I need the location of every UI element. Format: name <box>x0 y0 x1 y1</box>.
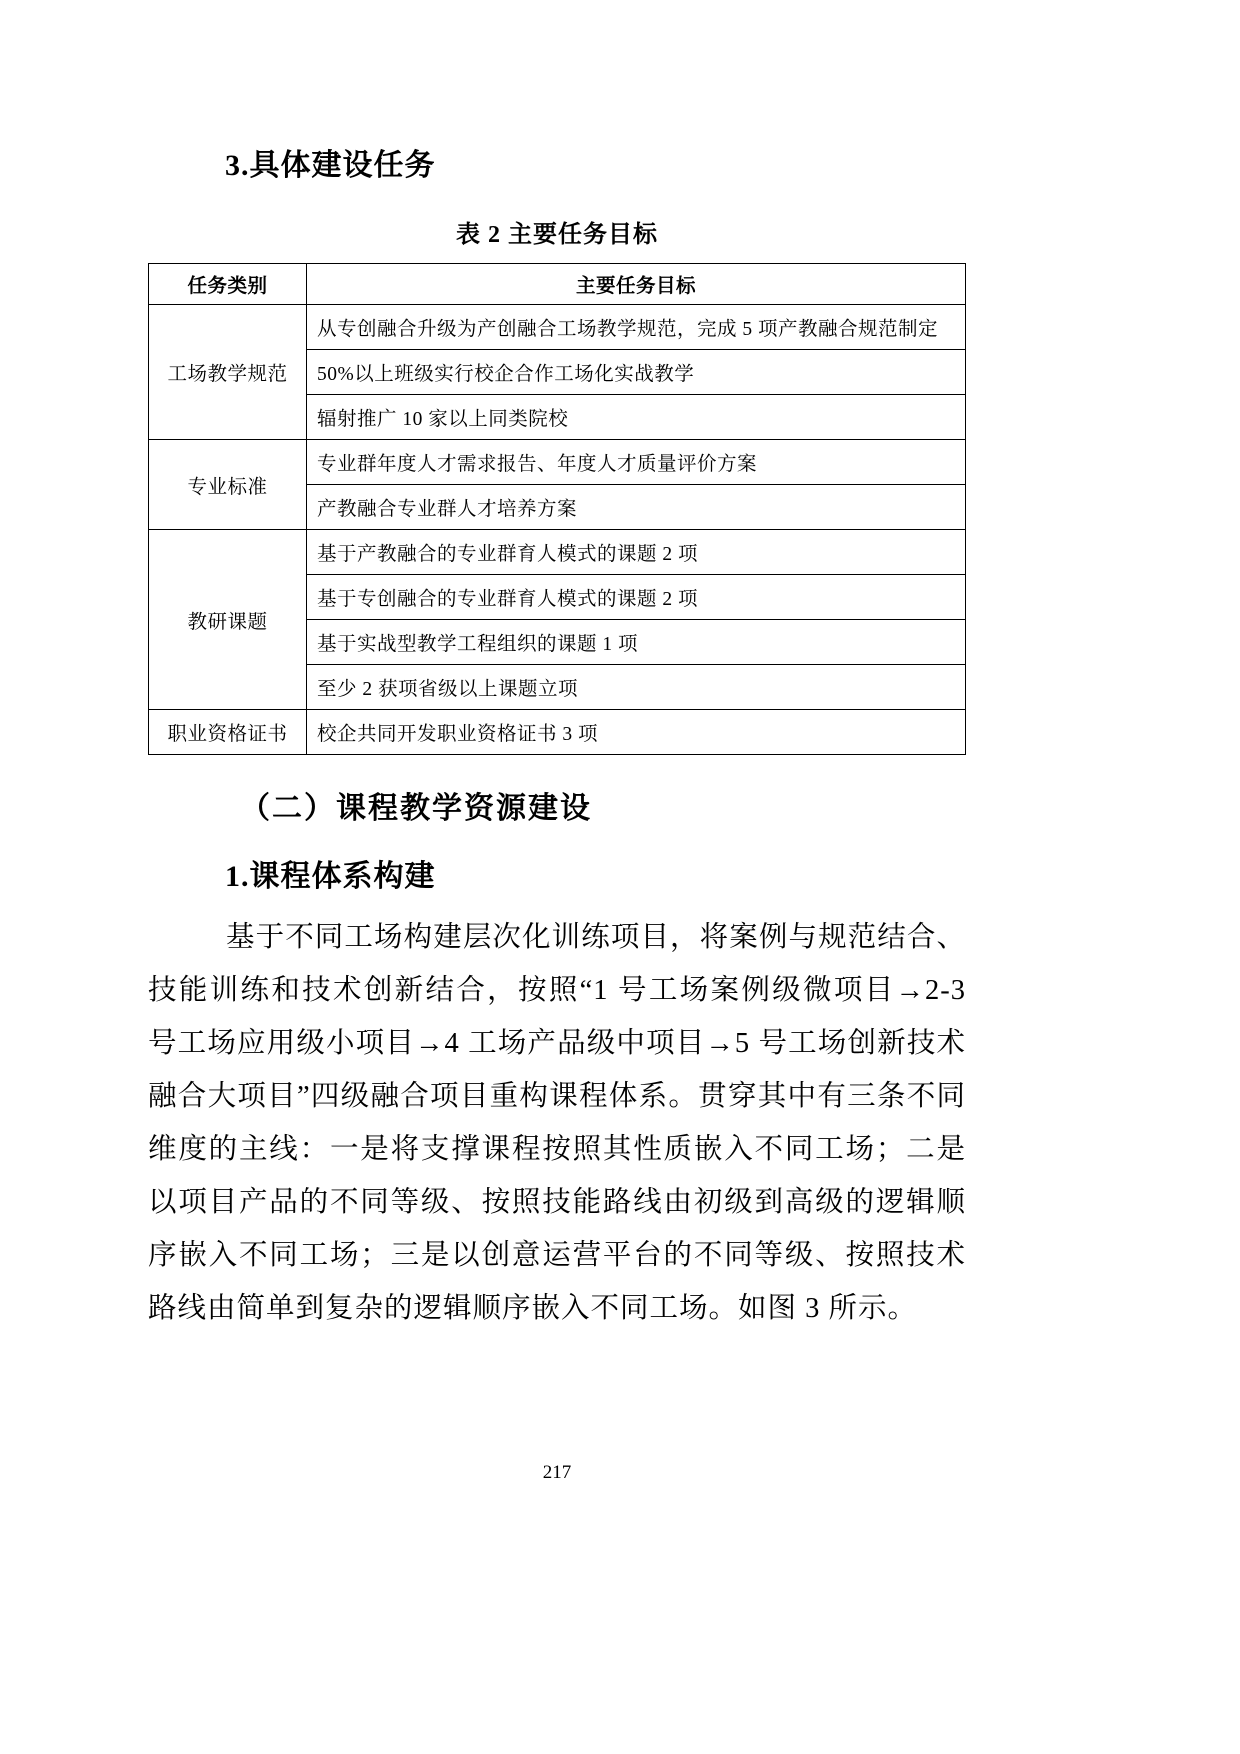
goal-cell: 专业群年度人才需求报告、年度人才质量评价方案 <box>307 440 966 485</box>
goal-cell: 产教融合专业群人才培养方案 <box>307 485 966 530</box>
goal-cell: 基于专创融合的专业群育人模式的课题 2 项 <box>307 575 966 620</box>
body-paragraph: 基于不同工场构建层次化训练项目，将案例与规范结合、技能训练和技术创新结合，按照“1 号工场案例级微项目→2-3 号工场应用级小项目→4 工场产品级中项目→5 号工场创新技术融合大项目”四级融合项目重构课程体系。贯穿其中有三条不同维度的主线：一是将支撑课程按照其性质嵌入不同工场；二是以项目产品的不同等级、按照技能路线由初级到高级的逻辑顺序嵌入不同工场；三是以创意运营平台的不同等级、按照技术路线由简单到复杂的逻辑顺序嵌入不同工场。如图 3 所示。 <box>148 922 966 1324</box>
table-header-goal: 主要任务目标 <box>307 264 966 305</box>
table-row <box>149 440 966 485</box>
goal-cell: 校企共同开发职业资格证书 3 项 <box>307 710 966 755</box>
goal-cell: 从专创融合升级为产创融合工场教学规范，完成 5 项产教融合规范制定 <box>307 305 966 350</box>
table-row <box>149 710 966 755</box>
page-number: 217 <box>542 1462 572 1483</box>
goal-cell: 基于实战型教学工程组织的课题 1 项 <box>307 620 966 665</box>
category-cell: 工场教学规范 <box>149 305 307 440</box>
goal-cell: 至少 2 获项省级以上课题立项 <box>307 665 966 710</box>
task-goal-table <box>148 263 966 755</box>
table-header-category: 任务类别 <box>149 264 307 305</box>
goal-cell: 辐射推广 10 家以上同类院校 <box>307 395 966 440</box>
goal-cell: 50%以上班级实行校企合作工场化实战教学 <box>307 350 966 395</box>
subsubsection-heading: 1.课程体系构建 <box>225 860 436 893</box>
category-cell: 职业资格证书 <box>149 710 307 755</box>
table-header-row <box>149 264 966 305</box>
page-content <box>148 140 966 1335</box>
category-cell: 教研课题 <box>149 530 307 710</box>
category-cell: 专业标准 <box>149 440 307 530</box>
goal-cell: 基于产教融合的专业群育人模式的课题 2 项 <box>307 530 966 575</box>
table-row <box>149 530 966 575</box>
subsection-heading: （二）课程教学资源建设 <box>240 792 592 825</box>
table-caption: 表 2 主要任务目标 <box>456 222 658 248</box>
table-row <box>149 305 966 350</box>
section-heading: 3.具体建设任务 <box>225 149 436 182</box>
